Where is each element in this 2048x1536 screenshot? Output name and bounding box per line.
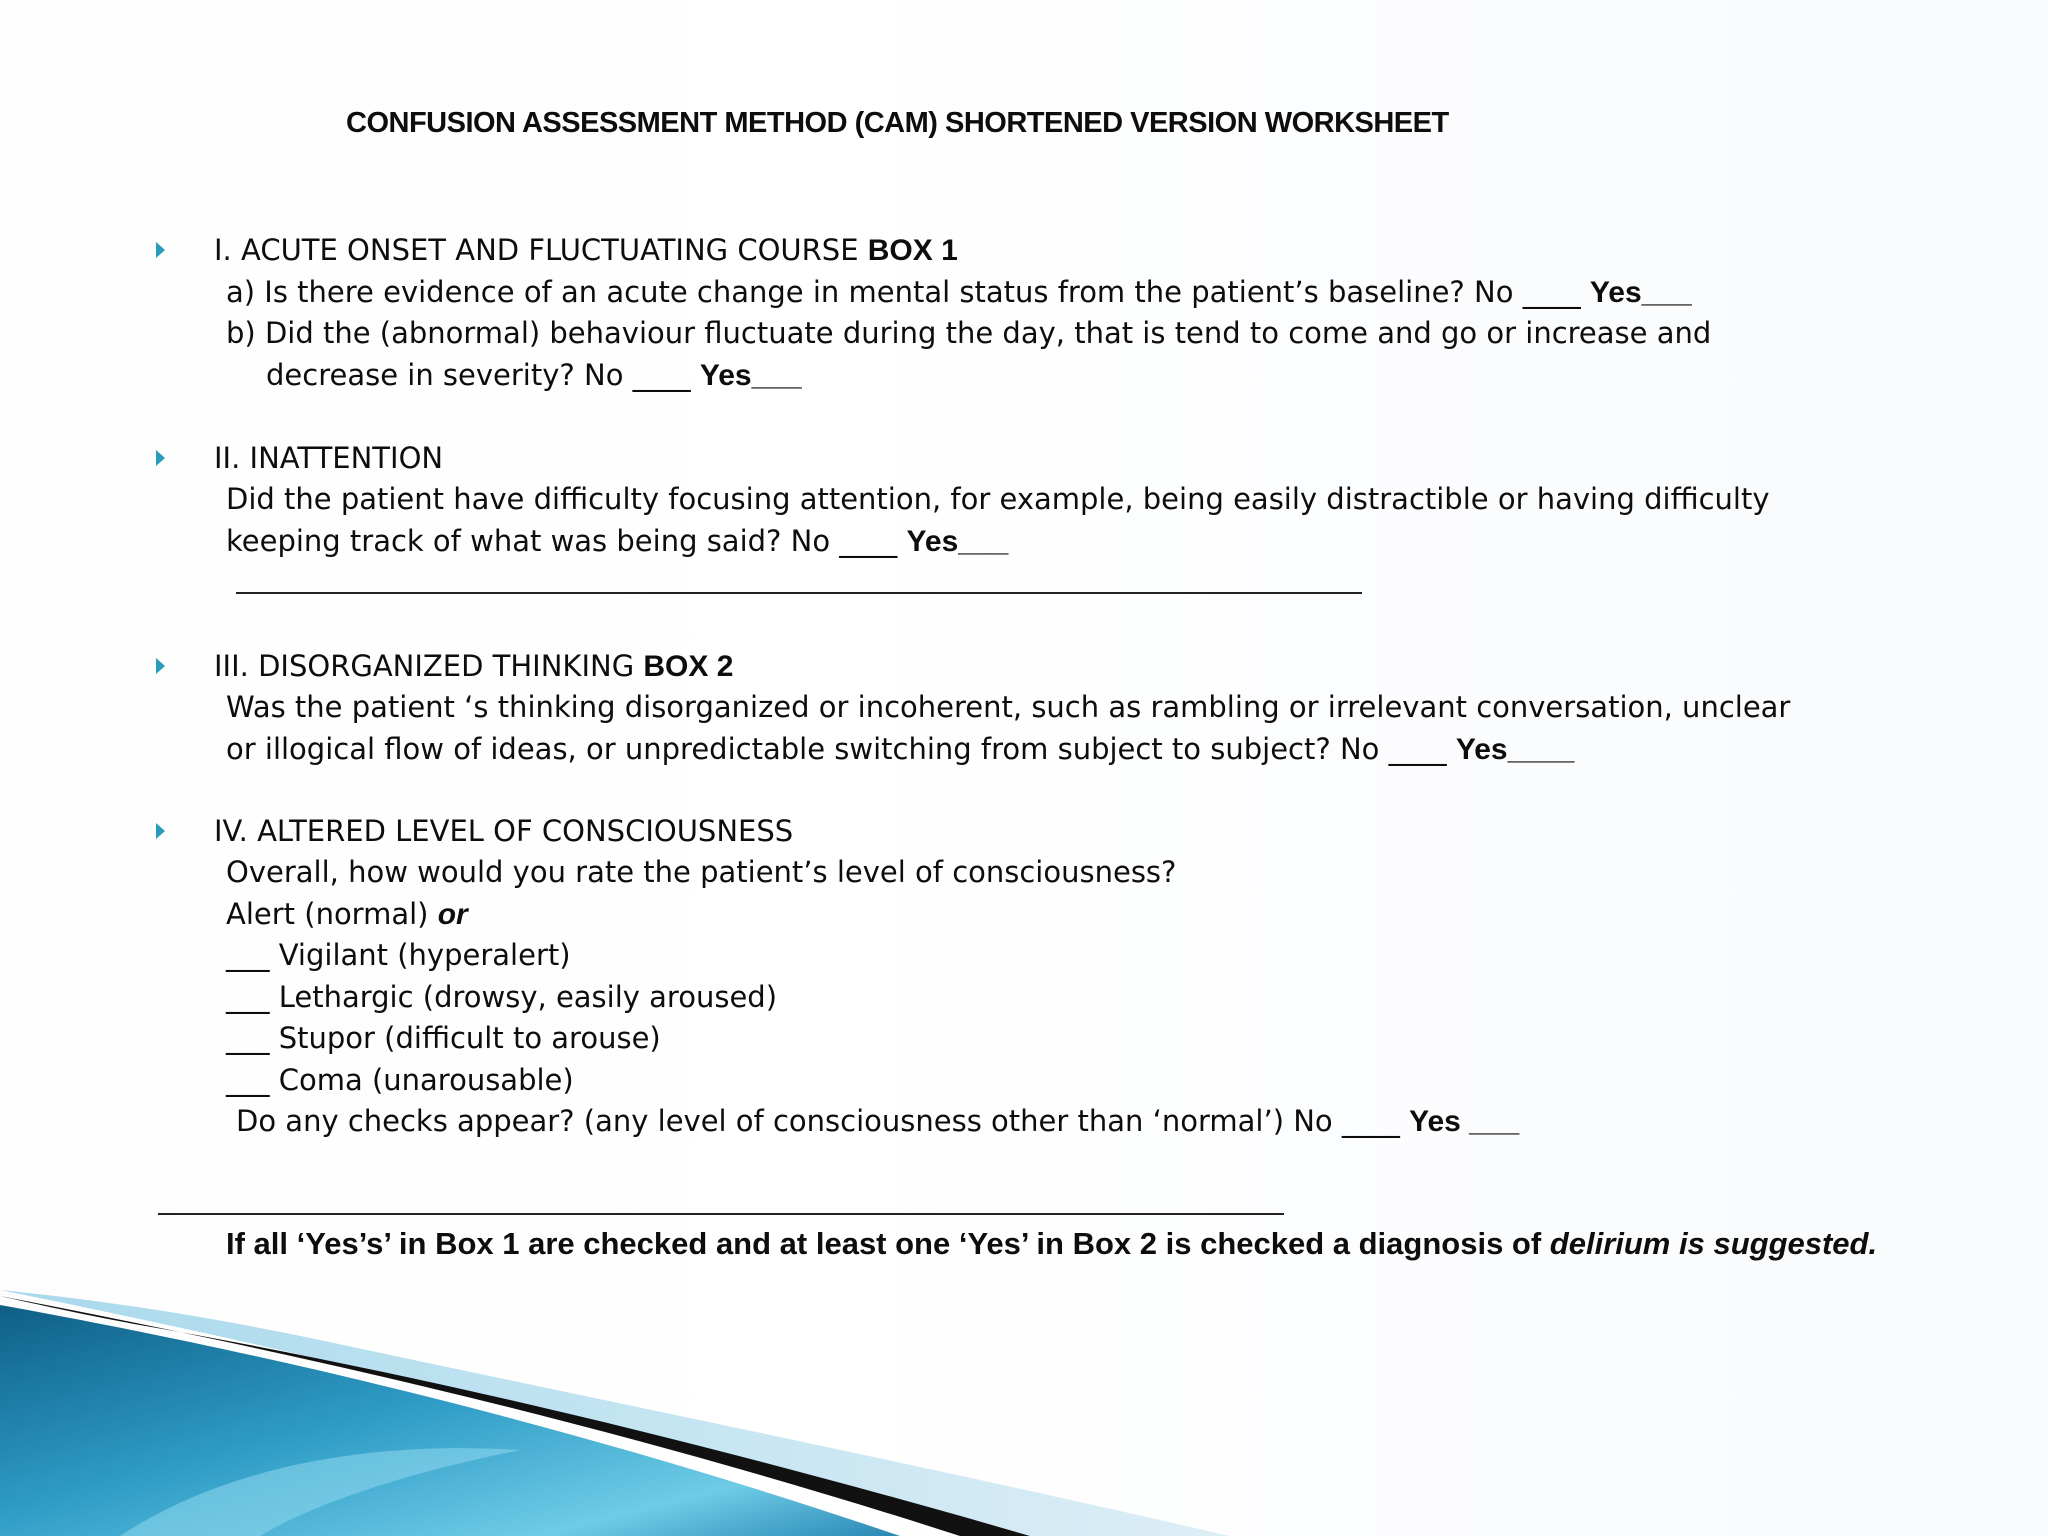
bullet-icon [156, 450, 165, 466]
question-checks: Do any checks appear? (any level of consciousness other than ‘normal’) No ____ Yes ___ [236, 1104, 1520, 1138]
section-heading-consciousness: IV. ALTERED LEVEL OF CONSCIOUSNESS [214, 814, 794, 848]
section-heading-acute-onset: I. ACUTE ONSET AND FLUCTUATING COURSE BOX 1 [214, 233, 958, 267]
question-inattention-cont: keeping track of what was being said? No ____ Yes___ [226, 524, 1009, 558]
conclusion-emphasis: delirium is suggested. [1549, 1226, 1878, 1261]
option-stupor: ___ Stupor (difficult to arouse) [226, 1021, 661, 1055]
question-fluctuate: b) Did the (abnormal) behaviour fluctuate during the day, that is tend to come and go or increase and [226, 316, 1712, 350]
bullet-icon [156, 658, 165, 674]
divider-line [236, 592, 1362, 594]
question-consciousness: Overall, how would you rate the patient’s level of consciousness? [226, 855, 1177, 889]
option-coma: ___ Coma (unarousable) [226, 1063, 574, 1097]
conclusion-text: If all ‘Yes’s’ in Box 1 are checked and at least one ‘Yes’ in Box 2 is checked a diagnosis of delirium is suggested. [226, 1226, 1878, 1261]
bullet-icon [156, 823, 165, 839]
section-heading-disorganized: III. DISORGANIZED THINKING BOX 2 [214, 649, 734, 683]
bullet-icon [156, 242, 165, 258]
box-label: BOX 2 [643, 650, 734, 683]
question-inattention: Did the patient have difficulty focusing attention, for example, being easily distractible or having difficulty [226, 482, 1770, 516]
section-heading-inattention: II. INATTENTION [214, 441, 444, 475]
divider-line [158, 1213, 1284, 1215]
page-title: CONFUSION ASSESSMENT METHOD (CAM) SHORTENED VERSION WORKSHEET [346, 107, 1449, 139]
option-alert: Alert (normal) or [226, 897, 468, 931]
question-disorganized: Was the patient ‘s thinking disorganized or incoherent, such as rambling or irrelevant conversation, unclear [226, 690, 1791, 724]
box-label: BOX 1 [867, 234, 958, 267]
question-fluctuate-cont: decrease in severity? No ____ Yes___ [266, 358, 802, 392]
question-acute-change: a) Is there evidence of an acute change in mental status from the patient’s baseline? No ____ Yes___ [226, 275, 1692, 309]
question-disorganized-cont: or illogical flow of ideas, or unpredictable switching from subject to subject? No ____ Yes____ [226, 732, 1575, 766]
option-vigilant: ___ Vigilant (hyperalert) [226, 938, 571, 972]
option-lethargic: ___ Lethargic (drowsy, easily aroused) [226, 980, 778, 1014]
